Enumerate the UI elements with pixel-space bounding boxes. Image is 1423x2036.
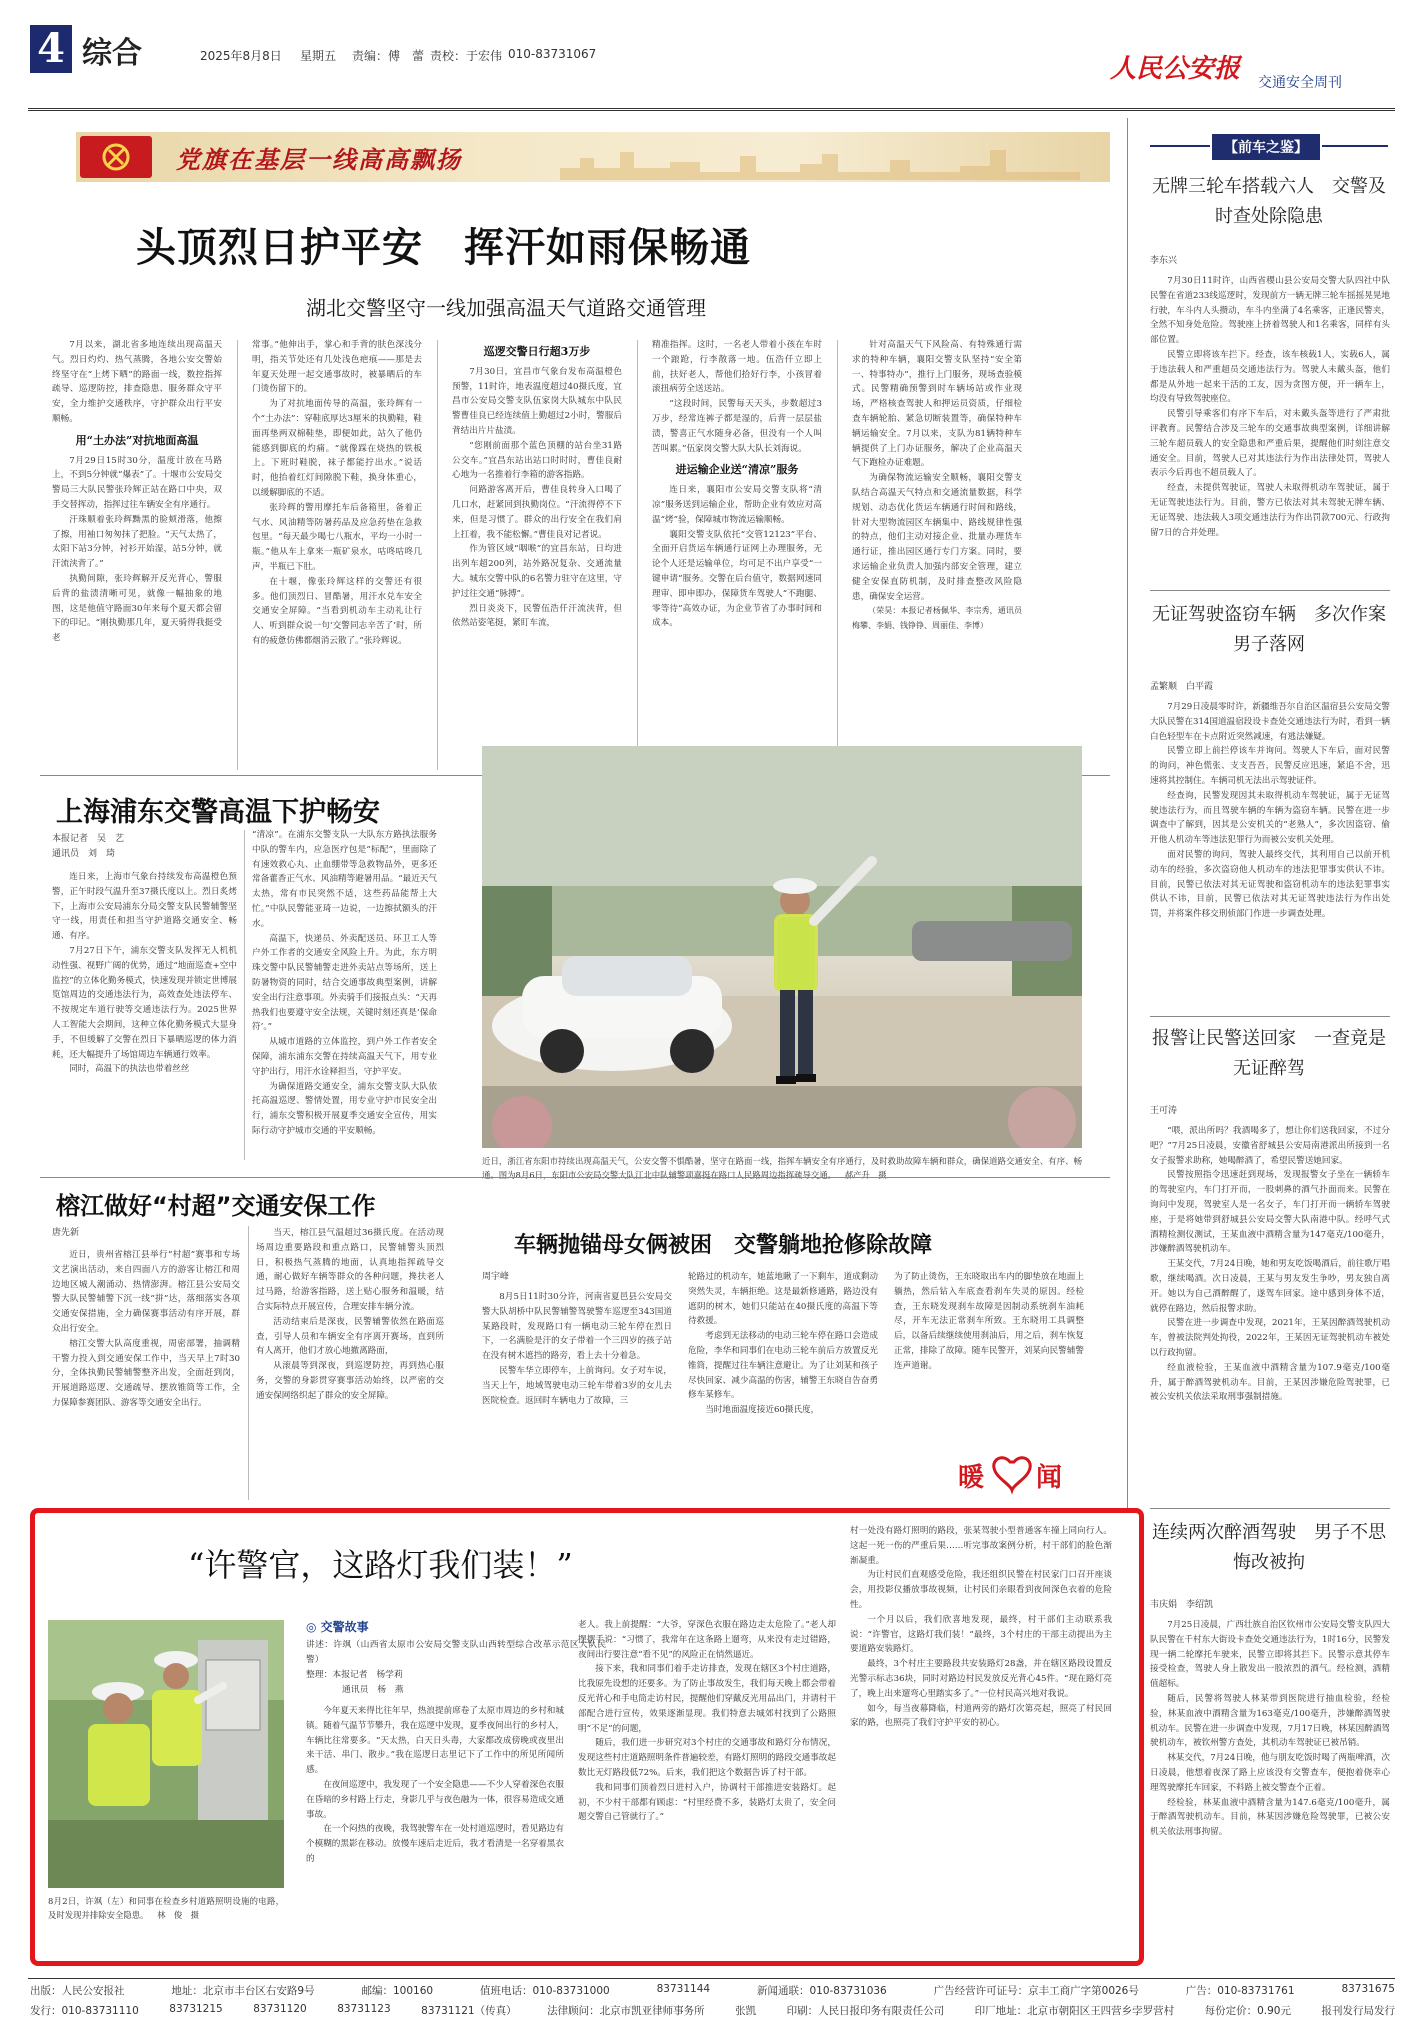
banner-skyline	[560, 146, 1080, 184]
paragraph: 7月以来，湖北省多地连续出现高温天气。烈日灼灼、热气蒸腾，各地公安交警始终坚守在“上烤下晒”的路面一线，数控指挥疏导、巡逻防控，排查隐患、服务群众守平安，全力维护交通秩序，守护群众出行平安顺畅。	[52, 340, 222, 424]
footer-item: 值班电话：010-83731000	[479, 1985, 610, 1997]
lead-subhead-2: 巡逻交警日行超3万步	[483, 345, 591, 358]
lead-subheadline: 湖北交警坚守一线加强高温天气道路交通管理	[306, 296, 706, 320]
footer-item: 广告经营许可证号：京丰工商广字第0026号	[933, 1985, 1139, 1997]
sidebar-article-2	[1150, 700, 1390, 1010]
paragraph: 经查询，民警发现因其未取得机动车驾驶证，属于无证驾驶违法行为，而且驾驶车辆的车辆为盗窃车辆。民警在进一步调查中了解到，因其是公安机关的“老熟人”，多次因盗窃、偷开他人机动车等违法犯罪行为而被公安机关处理。	[1150, 790, 1390, 846]
paragraph: 经查，未提供驾驶证，驾驶人未取得机动车驾驶证，属于无证驾驶违法行为。目前，警方已依法对其未驾驶无牌车辆、无证驾驶、违法载人3项交通违法行为作出罚款700元、行政拘留7日的合并处理。	[1150, 483, 1390, 538]
traffic-officer-photo	[482, 746, 1082, 1148]
section-rule	[40, 1177, 1110, 1178]
paragraph: 7月25日凌晨，广西壮族自治区钦州市公安局交警支队四大队民警在千村东大街设卡查处交通违法行为，1时16分，民警发现一辆二轮摩托车驶来，民警立即将其拦下。民警示意其停车接受检查，驾驶人身上散发出一股浓烈的酒气。经检测，酒精值超标。	[1150, 1620, 1390, 1690]
svg-text:暖: 暖	[958, 1463, 985, 1493]
sidebar-headline-2: 无证驾驶盗窃车辆 多次作案男子落网	[1152, 604, 1386, 655]
paragraph: 7月30日11时许，山西省稷山县公安局交警大队四社中队民警在省道233线巡逻时，发现前方一辆无牌三轮车摇摇晃晃地行驶，车斗内人头攒动，车斗内坐满了4名乘客，正逢民警夹，全然不知身处危险。驾驶座上挤着驾驶人和1名乘客，同样有头部位置。	[1150, 276, 1390, 346]
paragraph: 7月29日凌晨零时许，新疆维吾尔自治区温宿县公安局交警大队民警在314国道温宿段设卡查处交通违法行为时，看到一辆白色轻型车在卡点附近突然减速，有逃法嫌疑。	[1150, 702, 1390, 742]
footer-item: 每份定价：0.90元	[1204, 2005, 1291, 2017]
lead-headline: 头顶烈日护平安 挥汗如雨保畅通	[136, 224, 751, 271]
paragraph: 在夜间巡逻中，我发现了一个安全隐患——不少人穿着深色衣服在昏暗的乡村路上行走，身影几乎与夜色融为一体，很容易造成交通事故。	[306, 1779, 564, 1820]
essay-narrator: 讲述：许飒（山西省太原市公安局交警支队山西转型综合改革示范区大队民警）	[306, 1640, 606, 1665]
sidebar-byline-1: 李东兴	[1150, 256, 1178, 266]
footer-item: 张凯	[735, 2005, 757, 2017]
paragraph: 老人。我上前提醒：“大爷，穿深色衣服在路边走太危险了。”老人却摆摆手说：“习惯了，我常年在这条路上遛弯，从来没有走过错路，夜间出行要注意“看不见”的风险正在悄然逼近。	[578, 1620, 836, 1660]
essay-column-name: 交警故事	[320, 1620, 369, 1634]
essay-photo-caption	[48, 1894, 284, 1922]
paragraph: 常事。”他伸出手，掌心和手背的肤色深浅分明，指关节处还有几处浅色疤痕——那是去年夏天处理一起交通事故时，被暴晒后的车门烫伤留下的。	[252, 340, 422, 395]
paragraph: 榕江交警大队高度重视，周密部署，抽调精干警力投入到交通安保工作中，当天早上7时30分，全体执勤民警辅警整齐出发，全面赶到岗，开展道路巡逻、交通疏导、摆放锥筒等工作，全力保障参赛团队、游客等交通安全出行。	[52, 1338, 240, 1408]
sidebar-article-3	[1150, 1124, 1390, 1504]
paragraph: 当时地面温度接近60摄氏度，	[705, 1405, 820, 1416]
sidebar-kicker: 【前车之鉴】	[1212, 134, 1320, 160]
sidebar-article-1	[1150, 274, 1390, 584]
paragraph: 8月5日11时30分许，河南省夏邑县公安局交警大队胡桥中队民警辅警驾驶警车巡逻至343国道某路段时，发现路口有一辆电动三轮车停在烈日下，一名满脸是汗的女子带着一个三四岁的孩子站在没有树木遮挡的路旁，看上去十分着急。	[482, 1292, 672, 1362]
paragraph: 今年夏天来得比往年早，热浪提前席卷了太原市周边的乡村和城镇。随着气温节节攀升，我在巡逻中发现，夏季夜间出行的乡村人，车辆比往常要多。“天太热，白天日头毒，大家都改成傍晚或夜里出来干活、串门、散步。”我在巡逻日志里记下了工作中的所见所闻所感。	[306, 1706, 564, 1776]
editor-phone: 010-83731067	[508, 47, 597, 61]
paragraph: 面对民警的询问，驾驶人最终交代，其利用自己以前开机动车的经验，多次盗窃他人机动车的违法犯罪事实供认不讳。目前，民警已依法对其无证驾驶和盗窃机动车的违法犯罪事实供认不讳，目前，民警已依法对其无证驾驶违法行为作出处罚，并将案件移交刑侦部门作进一步调查处理。	[1150, 849, 1390, 920]
editor-credit: 责编：傅 蕾	[352, 49, 425, 63]
lead-column-2	[252, 338, 422, 770]
party-emblem-icon	[80, 136, 152, 178]
footer-item: 83731144	[656, 1983, 711, 1995]
rongjiang-headline: 榕江做好“村超”交通安保工作	[56, 1192, 376, 1220]
paragraph: 民警引导乘客们有序下车后，对未戴头盔等进行了严肃批评教育。民警结合涉及三轮车的交通事故典型案例，详细讲解三轮车超员载人的安全隐患和严重后果，提醒他们时刻注意交通安全。目前，驾驶人已对其违法行为作出法律处罚，驾驶人表示今后再也不超员载人了。	[1150, 409, 1390, 479]
paragraph: 如今，每当夜幕降临，村道两旁的路灯次第亮起，照亮了村民回家的路，也照亮了我们守护平安的初心。	[850, 1703, 1112, 1729]
essay-photo-credit: 林 俊 摄	[157, 1910, 200, 1920]
sidebar-kicker-rule	[1322, 145, 1388, 147]
paragraph: 针对高温天气下风险高、有特殊通行需求的特种车辆，襄阳交警支队坚持“安全第一、特事特办”，推行上门服务，现场查验模式。民警精确预警到时车辆场站或作业现场，严格核查驾驶人和押运员资质，仔细检查车辆轮胎、紧急切断装置等，确保特种车辆运输安全。7月以来，支队为81辆特种车辆提供了上门办证服务，解决了企业高温天气下跑检办证难题。	[852, 340, 1022, 469]
footer-item: 邮编：100160	[361, 1985, 434, 1997]
paragraph: 当天，榕江县气温超过36摄氏度。在活动现场周边重要路段和重点路口，民警辅警头顶烈日，积极热气蒸腾的地面，认真地指挥疏导交通，耐心做好车辆等群众的各种问题，搀扶老人过马路，给游客指路，送上贴心服务和温暖，结合实际特点开展宣传，合理安排车辆分流。	[256, 1228, 444, 1312]
shanghai-headline: 上海浦东交警高温下护畅安	[56, 797, 380, 828]
paragraph: 襄阳交警支队依托“交管12123”平台、全面开启货运车辆通行证网上办理服务，无论个人还是运输单位，均可足不出户享受“一键申请”服务。交警在后台值守，数据网速同理审、即申即办，保障货车驾驶人“不跑腿、零等待”高效办证，为企业节省了办事时间和成本。	[652, 529, 822, 629]
footer-line-2	[30, 2003, 1395, 2018]
issue-date: 2025年8月8日	[200, 49, 282, 63]
paragraph: “清凉”。在浦东交警支队一大队东方路执法服务中队的警车内，应急医疗包是“标配”，里面除了有速效救心丸、止血绷带等急救物品外，更多还常备藿香正气水、风油精等避暑用品。“最近天气太热，常有市民突然不适，这些药品能帮上大忙。”中队民警能亚琦一边说，一边擦拭额头的汗水。	[252, 830, 437, 929]
essay-column-3	[850, 1524, 1112, 1954]
shanghai-byline	[52, 832, 222, 862]
essay-photo	[48, 1620, 284, 1888]
essay-column-1	[306, 1704, 564, 1954]
paragraph: 从滚晨等到深夜，到巡逻防控，再到热心服务，交警的身影贯穿赛事活动始终，以严密的交通安保网络织起了群众的安全屏障。	[256, 1361, 444, 1401]
paragraph: 汗珠顺着张玲辉黝黑的脸颊滑落，他擦了擦，用袖口匆匆抹了把脸。“天气太热了，太阳下站3分钟，衬衫开始湿，站5分钟，就汗流浃背了。”	[52, 514, 222, 570]
paragraph: “喂，派出所吗？我酒喝多了，想让你们送我回家，不过分吧？”7月25日凌晨，安徽省舒城县公安局南港派出所接到一名女子报警求助称，她喝醉酒了，希望民警送她回家。	[1150, 1126, 1390, 1166]
masthead-rule	[28, 108, 1395, 111]
banner-title: 党旗在基层一线高高飘扬	[176, 145, 462, 174]
paragraph: 王某交代，7月24日晚，她和男友吃饭喝酒后，前往歌厅唱歌，继续喝酒。次日凌晨，王某与男友发生争吵，男友独自离开。她以为自己酒醉醒了，遂驾车回家。途中感到身体不适，就停在路边，然后报警求助。	[1150, 1259, 1390, 1314]
lead-column-4	[652, 338, 822, 770]
paragraph: 作为管区域“咽喉”的宜昌东站，日均进出列车超200列，站外路况复杂、交通流量大。城东交警中队的6名警力驻守在这里，守护过往交通“脉搏”。	[452, 544, 622, 599]
footer-item: 报刊发行局发行	[1321, 2005, 1395, 2017]
essay-column-tag: ◎ 交警故事	[306, 1620, 369, 1634]
paragraph: 烈日炎炎下，民警伍浩仟汗流浃背，但依然站姿笔挺，紧盯车流，	[452, 603, 622, 629]
breakdown-column-2	[688, 1270, 878, 1500]
footer-item: 新闻通联：010-83731036	[756, 1985, 887, 1997]
byline-line: 通讯员 刘 琦	[52, 849, 116, 859]
footer-item: 83731123	[337, 2003, 391, 2015]
paragraph: 民警按照指令迅速赶到现场，发现报警女子坐在一辆轿车的驾驶室内，车门打开而，一股刺鼻的酒气扑面而来。民警在询问中发现，驾驶室人是一名女子，车门打开而一辆轿车驾驶座，于是将她带到舒城县公安局交警大队南港中队。经呼气式酒精检测仪测试，王某血液中酒精含量为147毫克/100毫升，涉嫌醉酒驾驶机动车。	[1150, 1170, 1390, 1255]
sidebar-rule	[1150, 1508, 1390, 1509]
paragraph: 为让村民们直观感受危险，我还组织民警在村民家门口召开座谈会，用投影仪播放事故视频，让村民们亲眼看到夜间深色衣着的危险性。	[850, 1570, 1112, 1610]
footer-item: 83731121（传真）	[421, 2005, 517, 2017]
column-divider	[637, 340, 638, 770]
paragraph: 7月30日，宜昌市气象台发布高温橙色预警，11时许，地表温度超过40摄氏度，宜昌市公安局交警支队伍家岗大队城东中队民警曹佳良已经连续值上勤超过2小时，警服后背结出片片盐渍。	[452, 366, 622, 436]
breakdown-headline: 车辆抛锚母女俩被困 交警躺地抢修除故障	[514, 1233, 933, 1258]
essay-writer: 整理：本报记者 杨学莉	[306, 1670, 403, 1680]
footer-item: 印刷：人民日报印务有限责任公司	[786, 2005, 945, 2017]
paragraph: 村一处没有路灯照明的路段，张某驾驶小型普通客车撞上同向行人。这起一死一伤的严重后果……听完事故案例分析，村干部们的脸色渐渐凝重。	[850, 1526, 1112, 1566]
paragraph: 随后，民警将驾驶人林某带到医院进行抽血检验，经检验，林某血液中酒精含量为163毫克/100毫升，涉嫌醉酒驾驶机动车。民警在进一步调查中发现，7月17日晚，林某因醉酒驾驶机动车，被钦州警方查处，其机动车驾驶证已被吊销。	[1150, 1693, 1390, 1749]
footer-item: 83731215	[169, 2003, 223, 2015]
footer-item: 83731675	[1341, 1983, 1395, 1995]
paragraph: 民警立即上前拦停该车并询问。驾驶人下车后，面对民警的询问，神色慌张、支支吾吾，民警反应迅速，紧追不舍，迅速将其控制住。车辆司机无法出示驾驶证件。	[1150, 746, 1390, 786]
paragraph: 接下来，我和同事们着手走访排查，发现在辖区3个村庄道路，比我原先设想的还要多。为了防止事故发生，我们每天晚上都会带着反光背心和手电筒走访村民，提醒他们穿戴反光用品出门，并请村干部配合进行宣传，效果逐渐显现。我们特意去城郊村找到了公路照明“不足”的问题，	[578, 1664, 836, 1734]
paragraph: 活动结束后是深夜，民警辅警依然在路面巡查，引导人员和车辆安全有序离开赛场，直到所有人离开，他们才放心地撤离路面，	[256, 1316, 444, 1357]
paragraph: 为确保道路交通安全，浦东交警支队大队依托高温巡逻、警情处置，用专业守护市民安全出行，浦东交警积极开展夏季交通安全宣传，用实际行动守护城市交通的平安顺畅。	[252, 1081, 437, 1136]
paragraph: 连日来，襄阳市公安局交警支队将“清凉”服务送到运输企业，帮助企业有效应对高温“烤”验，保障城市物流运输顺畅。	[652, 485, 822, 525]
section-name: 综合	[82, 36, 142, 71]
paragraph: 执勤间隙，张玲辉解开反光背心，警服后背的盐渍清晰可见，就像一幅抽象的地图，这是他值守路面30年来每个夏天都会留下的印记。“刚执勤那几年，夏天骑得我挺受老	[52, 573, 222, 644]
footer-line-1	[30, 1983, 1395, 1998]
paragraph: 连日来，上海市气象台持续发布高温橙色预警，正午时段气温升至37摄氏度以上。烈日炙烤下，上海市公安局浦东分局交警支队民警辅警坚守一线，用责任和担当守护道路交通安全、畅通、有序。	[52, 872, 237, 942]
paragraph: 民警车华立即停车，上前询问。女子对车说，当天上午，地域驾驶电动三轮车带着3岁的女儿去医院检查。返回时车辆电力了故障，三	[482, 1365, 672, 1406]
paragraph: 近日，贵州省榕江县举行“村超”赛事和专场文艺演出活动，来自四面八方的游客让榕江和周边地区城人潮涌动、热情澎湃。榕江县公安局交警大队民警辅警下沉一线“拼”达，落细落实各项交通安保措施，全力确保赛事活动有序开展，群众出行安全。	[52, 1250, 240, 1334]
breakdown-column-1	[482, 1290, 672, 1500]
paragraph: 从城市道路的立体监控，到户外工作者安全保障，浦东浦东交警在持续高温天气下，用专业守护出行，用汗水诠释担当，守护平安。	[252, 1037, 437, 1077]
photo-caption-text: 近日，浙江省东阳市持续出现高温天气，公安交警不惧酷暑，坚守在路面一线，指挥车辆安全有序通行，及时救助故障车辆和群众，确保道路交通安全、有序、畅通。图为8月6日，东阳市公安局交警大队江北中队辅警项嘉挺在路口人民路周边指挥疏导交通。	[482, 1156, 1082, 1180]
page-number-block: 4	[30, 25, 72, 73]
paragraph: 同时，高温下的执法也带着丝丝	[69, 1064, 190, 1075]
sidebar-rule	[1150, 1016, 1390, 1017]
lead-column-3	[452, 338, 622, 770]
byline-line: 本报记者 吴 艺	[52, 834, 125, 844]
paragraph: “您刚前面那个蓝色顶棚的站台坐31路公交车。”宜昌东站出站口时时时，曹佳良耐心地为一名推着行李箱的游客指路。	[452, 440, 622, 481]
column-divider	[244, 830, 245, 1160]
sidebar-kicker-rule	[1150, 145, 1210, 147]
lead-contributors: （荣昊：本报记者杨佩华、李宗秀，通讯员梅攀、李娟、钱铮铮、周丽佳、李博）	[852, 606, 1022, 631]
paragraph: 随后，我们进一步研究对3个村庄的交通事故和路灯分布情况，发现这些村庄道路照明条件普遍较差，有路灯照明的路段交通事故起数比无灯路段低72%。后来，我们把这个数据告诉了村干部。	[578, 1738, 836, 1778]
sidebar-kicker-text: 前车之鉴	[1238, 140, 1294, 156]
paragraph: 林某交代，7月24日晚，他与朋友吃饭时喝了两瓶啤酒，次日凌晨，他想着夜深了路上应该没有交警查车，便抱着侥幸心理驾驶摩托车回家，不料路上被交警查个正着。	[1150, 1753, 1390, 1793]
paragraph: 我和同事们顶着烈日进村入户，协调村干部推进安装路灯。起初，不少村干部都有顾虑：“村里经费不多，装路灯太贵了，安全问题交警自己管就行了。”	[578, 1782, 836, 1823]
rongjiang-column-1	[52, 1248, 240, 1500]
column-divider	[237, 340, 238, 770]
footer-item: 印厂地址：北京市朝阳区王四营乡孛罗营村	[974, 2005, 1175, 2017]
paragraph: 经检验，林某血液中酒精含量为147.6毫克/100毫升，属于醉酒驾驶机动车。目前，林某因涉嫌危险驾驶罪，已被公安机关依法刑事拘留。	[1150, 1797, 1390, 1838]
shanghai-column-2	[252, 828, 437, 1160]
lead-column-5	[852, 338, 1022, 770]
paragraph: 7月29日15时30分，温度计放在马路上，不到5分钟就“爆表”了。十堰市公安局交警局三大队民警张玲辉正站在路口中央，双手交替挥动，指挥过往车辆安全有序通行。	[52, 455, 222, 510]
column-divider	[437, 340, 438, 770]
paragraph: 7月27日下午，浦东交警支队发挥无人机机动性强、视野广阔的优势，通过“地面巡查+空中监控”的立体化勤务模式，快速发现并锁定世博展览馆周边的交通违法行为，高效查处违法停车、不按规定车道行驶等交通违法行为。2025世界人工智能大会期间，这种立体化勤务模式大显身手，不但缓解了交警在烈日下暴晒巡逻的体力消耗，还大幅提升了场馆周边车辆通行效率。	[52, 945, 237, 1060]
paragraph: 一个月以后，我们欣喜地发现，最终，村干部们主动联系我说：“许警官，这路灯我们装！”最终，3个村庄的干部主动提出为主要道路安装路灯。	[850, 1614, 1112, 1655]
footer-item: 广告：010-83731761	[1185, 1985, 1295, 1997]
footer-item: 出版：人民公安报社	[30, 1985, 125, 1997]
paragraph: 为了对抗地面传导的高温，张玲辉有一个“土办法”：穿鞋底厚达3厘米的执勤鞋，鞋面再垫两双棉鞋垫，即便如此，站久了他仍能感到脚底的灼痛。“就像踩在烧热的铁板上。下班时鞋脱，袜子都能拧出水。”说话时，他抬着红灯间隙脱下鞋，换身体重心，以缓解脚底的不适。	[252, 399, 422, 498]
paragraph: 考虑到无法移动的电动三轮车停在路口会造成危险，李华和同事们在电动三轮车前后方放置反光锥筒，提醒过往车辆注意避让。为了让刘某和孩子尽快回家、减少高温的伤害，辅警王东晓自告奋勇修车某修车。	[688, 1331, 878, 1401]
newspaper-logo: 人民公安报	[1110, 54, 1241, 84]
breakdown-byline: 周宇峰	[482, 1272, 510, 1282]
paragraph: 在十堰，像张玲辉这样的交警还有很多。他们顶烈日、冒酷暑，用汗水兑车安全交通安全屏障。“当看到机动车主动礼让行人、听到群众说一句‘交警同志辛苦了’时，所有的疲惫仿佛都烟消云散了。”张玲辉说。	[252, 576, 422, 646]
sidebar-headline-1: 无牌三轮车搭载六人 交警及时查处除隐患	[1152, 176, 1386, 227]
essay-headline: “许警官，这路灯我们装！”	[188, 1546, 573, 1584]
paragraph: 问路游客离开后，曹佳良转身入口喝了几口水，赶紧回到执勤岗位。“汗流得停不下来，但是习惯了。群众的出行安全在我们肩上扛着，我不能松懈。”曹佳良对记者说。	[452, 485, 622, 540]
column-divider	[248, 1226, 249, 1500]
lead-subhead-3: 进运输企业送“清凉”服务	[675, 463, 799, 477]
sidebar-divider	[1127, 118, 1128, 1508]
paragraph: 民警在进一步调查中发现，2021年，王某因醉酒驾驶机动车，曾被法院判处拘役，2022年，王某因无证驾驶机动车被处以行政拘留。	[1150, 1318, 1390, 1358]
sidebar-byline-2: 孟繁顺 白平霞	[1150, 682, 1214, 692]
footer-item: 法律顾问：北京市凯亚律师事务所	[547, 2005, 705, 2017]
lead-subhead-1: 用“土办法”对抗地面高温	[75, 433, 199, 447]
paragraph: 高温下，快递员、外卖配送员、环卫工人等户外工作者的交通安全风险上升。为此，东方明珠交警中队民警辅警走进外卖站点等场所，送上防暑物资的同时，结合交通事故典型案例，讲解安全出行注意事项。外卖骑手们接报点头：“天再热我们也要遵守安全法规，关键时刻还真是‘保命符’。”	[252, 933, 437, 1033]
footer-item: 发行：010-83731110	[30, 2005, 139, 2017]
essay-photo-caption-text: 8月2日，许飒（左）和同事在检查乡村道路照明设施的电路，及时发现并排除安全隐患。	[48, 1896, 284, 1920]
paragraph: 精准指挥。这时，一名老人带着小孩在车时一个踉跄，行李散落一地。伍浩仟立即上前，扶好老人，帮他们拾好行李，小孩冒着滚扭病劳全送送站。	[652, 340, 822, 395]
column-divider	[837, 340, 838, 770]
weekly-name: 交通安全周刊	[1258, 75, 1342, 91]
sidebar-rule	[1150, 590, 1390, 591]
rongjiang-column-2	[256, 1226, 444, 1500]
paragraph: 为确保物流运输安全顺畅，襄阳交警支队结合高温天气特点和交通流量数据，科学规划、动态优化货运车辆通行时间和路线，针对大型物流园区车辆集中、路线规律性强的特点，他们主动对接企业、批量办理货车通行证，推出园区通行专门方案。同时，要求运输企业负责人加强内部安全管理，建立健全安保直防机制，及时排查整改风险隐患，确保安全运营。	[852, 473, 1022, 602]
footer-item: 地址：北京市丰台区右安路9号	[171, 1985, 315, 1997]
paragraph: 张玲辉的警用摩托车后备箱里，备着正气水、风油精等防暑药品及应急药垫在急救包里。“每天最少喝七八瓶水，平均一小时一瓶。”他从车上拿来一瓶矿泉水，咕咚咕咚几声，半瓶已下肚。	[252, 502, 422, 572]
svg-text:闻: 闻	[1036, 1463, 1063, 1493]
essay-writer-2: 通讯员 杨 燕	[342, 1685, 404, 1695]
sidebar-headline-3: 报警让民警送回家 一查竟是无证醉驾	[1152, 1028, 1386, 1079]
footer-item: 83731120	[253, 2003, 307, 2015]
shanghai-column-1	[52, 870, 237, 1160]
sidebar-article-4	[1150, 1618, 1390, 1968]
paragraph: 为了防止烫伤，王东晓取出车内的脚垫放在地面上躺热，然后钻入车底查看刹车失灵的原因。经检查，王东晓发现刹车故障是因制动系统刹车油耗尽，开车无法正常刹车所致。王东晓用工具调整后，以备后续继续使用刹油后，用之后，刹车恢复正常，排除了故障。随车民警开，刘某向民警辅警连声道谢。	[894, 1272, 1084, 1371]
paragraph: “这段时间，民警每天天头，步数超过3万步，经常连裤子都是湿的，后背一层层盐渍，警喜正气水随身必备，但没有一个人叫苦叫累。”伍家岗交警大队大队长刘海说。	[652, 399, 822, 454]
sidebar-headline-4: 连续两次醉酒驾驶 男子不思悔改被拘	[1152, 1522, 1386, 1573]
warm-news-logo	[952, 1452, 1082, 1502]
sidebar-byline-4: 韦庆娟 李绍凯	[1150, 1600, 1214, 1610]
paragraph: 轮路过的机动车，她蓝地瞅了一下剩车，道成剩动突然失灵，车辆拒绝。这是最新修通路，路边没有遮阴的树木，她们只能站在40摄氏度的高温下等待救援。	[688, 1272, 878, 1327]
footer-rule	[28, 1978, 1395, 1979]
paragraph: 最终，3个村庄主要路段共安装路灯28盏，并在辖区路段设置反光警示标志36块，同时对路边村民发放反光背心45件。“现在路灯亮了，晚上出来遛弯心里踏实多了。”一位村民高兴地对我说。	[850, 1659, 1112, 1699]
proof-credit: 责校：于宏伟	[430, 49, 503, 63]
paragraph: 经血液检验，王某血液中酒精含量为107.9毫克/100毫升，属于醉酒驾驶机动车。目前，王某因涉嫌危险驾驶罪，已被公安机关依法采取刑事强制措施。	[1150, 1362, 1390, 1403]
issue-weekday: 星期五	[300, 49, 337, 63]
sidebar-byline-3: 王可涛	[1150, 1106, 1178, 1116]
photo-credit: 郝产升 摄	[844, 1170, 887, 1180]
paragraph: 民警立即将该车拦下。经查，该车核载1人，实载6人，属于违法载人和严重超员交通违法行为。驾驶人未戴头盔，他们都是从外地一起来干活的工友，因为贪图方便，开一辆车上，均没有导致驾驶座位。	[1150, 349, 1390, 405]
rongjiang-byline: 唐先新	[52, 1228, 80, 1238]
essay-credits	[306, 1638, 606, 1702]
paragraph: 在一个闷热的夜晚，我驾驶警车在一处村道巡逻时，看见路边有个模糊的黑影在移动。放慢车速后走近后，我才看清是一名穿着黑衣的	[306, 1824, 564, 1864]
breakdown-column-3	[894, 1270, 1084, 1442]
lead-column-1	[52, 338, 222, 770]
essay-column-2	[578, 1618, 836, 1954]
